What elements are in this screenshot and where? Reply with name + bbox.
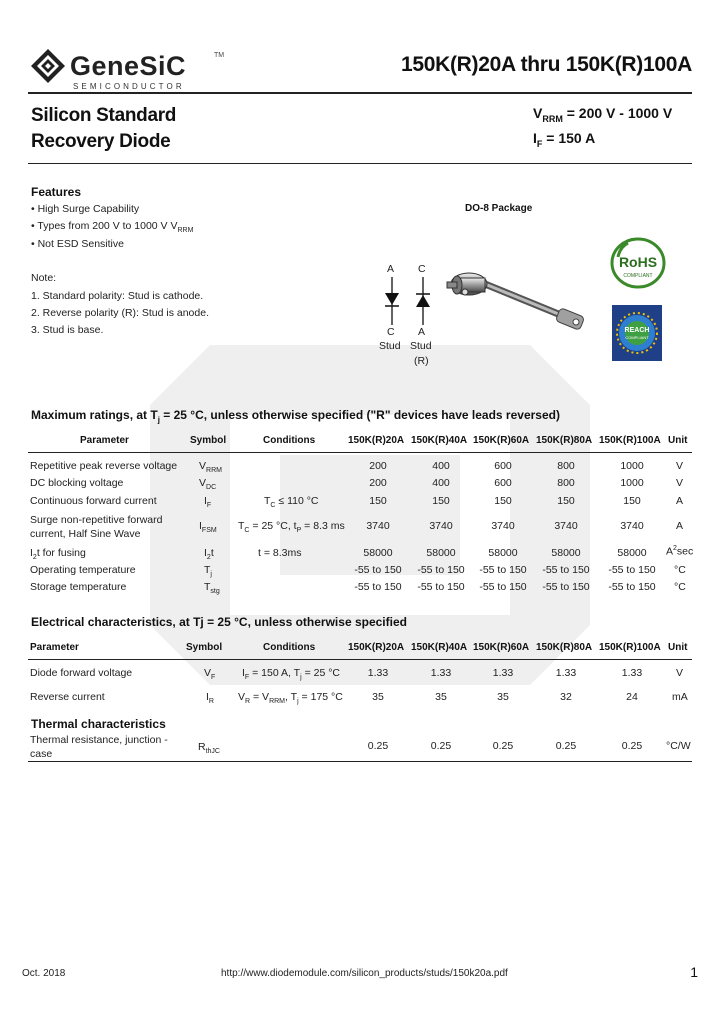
symbol2-anode-label: A <box>418 326 426 338</box>
symbol2-stud-label: Stud <box>410 340 432 352</box>
mr-value: 400 <box>432 460 450 472</box>
mr-value: 3740 <box>620 520 644 532</box>
symbol2-cathode-label: C <box>418 263 426 275</box>
mr-value: 150 <box>432 495 450 507</box>
mr-unit: °C <box>674 564 686 576</box>
mr-value: 58000 <box>426 547 456 559</box>
col-header-80a: 150K(R)80A <box>536 435 593 446</box>
col-header-60a: 150K(R)60A <box>473 435 530 446</box>
mr-param: $I_2t$ for fusing <box>30 547 86 562</box>
symbol1-anode-label: A <box>387 263 395 275</box>
watermark-logo <box>150 345 593 685</box>
mr-value: -55 to 150 <box>608 564 656 576</box>
ec-value: 35 <box>497 691 509 703</box>
mr-param: Storage temperature <box>30 581 127 593</box>
note-item: 2. Reverse polarity (R): Stud is anode. <box>31 307 209 319</box>
mr-value: -55 to 150 <box>479 564 527 576</box>
rohs-compliant-icon <box>610 237 666 289</box>
ec-unit: mA <box>672 691 688 703</box>
symbol2-reverse-label: (R) <box>414 355 429 367</box>
thermal-heading: Thermal characteristics <box>31 717 166 731</box>
mr-value: 150 <box>494 495 512 507</box>
mr-value: 1000 <box>620 477 644 489</box>
mr-unit: $A^2\sec$ <box>666 545 694 558</box>
product-name <box>31 103 176 155</box>
table-rule <box>28 452 692 453</box>
mr-symbol: $T_{stg}$ <box>204 581 220 596</box>
ec-value: 1.33 <box>492 667 514 679</box>
footer-date: Oct. 2018 <box>22 968 66 979</box>
rohs-text: RoHS <box>618 254 658 270</box>
mr-unit: A <box>676 495 684 507</box>
mr-value: -55 to 150 <box>417 564 465 576</box>
ec-param: Diode forward voltage <box>30 667 133 679</box>
mr-unit: V <box>676 477 684 489</box>
mr-value: 150 <box>369 495 387 507</box>
ec-value: 24 <box>626 691 638 703</box>
mr-value: 400 <box>432 477 450 489</box>
ec-value: 1.33 <box>430 667 452 679</box>
mr-value: -55 to 150 <box>479 581 527 593</box>
mr-value: 800 <box>557 460 575 472</box>
mr-value: 200 <box>369 460 387 472</box>
brand-subtitle: SEMICONDUCTOR <box>73 82 185 91</box>
mr-symbol: $I_{FSM}$ <box>199 520 217 535</box>
mr-unit: A <box>676 520 684 532</box>
mr-value: 150 <box>557 495 575 507</box>
mr-value: -55 to 150 <box>354 581 402 593</box>
col-header-40a: 150K(R)40A <box>411 642 468 653</box>
mr-symbol: $T_j$ <box>204 564 212 579</box>
symbol1-stud-label: Stud <box>379 340 401 352</box>
col-header-conditions: Conditions <box>263 642 316 653</box>
features-heading: Features <box>31 185 82 199</box>
mr-value: -55 to 150 <box>417 581 465 593</box>
col-header-20a: 150K(R)20A <box>348 435 405 446</box>
feature-item: • Not ESD Sensitive <box>31 238 124 250</box>
col-header-symbol: Symbol <box>186 642 223 653</box>
th-value: 0.25 <box>492 740 514 752</box>
col-header-40a: 150K(R)40A <box>411 435 468 446</box>
mr-value: 3740 <box>491 520 515 532</box>
ec-symbol: $V_F$ <box>204 667 216 682</box>
mr-value: 58000 <box>551 547 581 559</box>
note-heading: Note: <box>31 272 57 284</box>
page-number: 1 <box>690 964 698 980</box>
mr-symbol: $I_2t$ <box>204 547 214 562</box>
th-value: 0.25 <box>367 740 389 752</box>
package-label: DO-8 Package <box>465 203 533 214</box>
mr-condition: t = 8.3ms <box>258 547 302 559</box>
reach-compliant-icon <box>612 305 662 361</box>
ec-condition: $I_F = 150$ A, $T_j = 25$ °C <box>242 667 341 682</box>
mr-param: DC blocking voltage <box>30 477 124 489</box>
product-name-line1: Silicon Standard <box>31 105 177 126</box>
mr-value: -55 to 150 <box>542 564 590 576</box>
ec-value: 1.33 <box>621 667 643 679</box>
ec-value: 35 <box>435 691 447 703</box>
header-rule <box>28 92 692 94</box>
mr-param: Operating temperature <box>30 564 136 576</box>
mr-value: 150 <box>623 495 641 507</box>
diode-symbol-standard-icon <box>382 277 402 325</box>
col-header-20a: 150K(R)20A <box>348 642 405 653</box>
col-header-60a: 150K(R)60A <box>473 642 530 653</box>
mr-symbol: $V_{RRM}$ <box>199 460 222 475</box>
mr-unit: °C <box>674 581 686 593</box>
feature-item: • Types from 200 V to 1000 V $V_{RRM}$ <box>31 220 194 235</box>
max-ratings-heading: Maximum ratings, at $T_j = 25$ °C, unless otherwise specified ("R" devices have leads reversed) <box>31 408 560 425</box>
mr-symbol: $V_{DC}$ <box>199 477 217 492</box>
reach-text: REACH <box>624 327 650 334</box>
genesic-logo <box>30 48 230 92</box>
document-title: 150K(R)20A thru 150K(R)100A <box>400 53 692 76</box>
mr-param: Repetitive peak reverse voltage <box>30 460 178 472</box>
note-item: 1. Standard polarity: Stud is cathode. <box>31 290 204 302</box>
mr-value: 600 <box>494 460 512 472</box>
brand-tm: TM <box>214 52 225 59</box>
genesic-logo-mark-icon <box>30 48 66 84</box>
col-header-unit: Unit <box>668 642 688 653</box>
product-name-line2: Recovery Diode <box>31 131 171 152</box>
footer-url[interactable]: http://www.diodemodule.com/silicon_products/studs/150k20a.pdf <box>221 968 508 979</box>
ec-value: 1.33 <box>367 667 389 679</box>
mr-value: 58000 <box>488 547 518 559</box>
reach-subtext: COMPLIANT <box>625 335 649 340</box>
mr-symbol: $I_F$ <box>204 495 212 510</box>
col-header-parameter: Parameter <box>80 435 129 446</box>
mr-value: 600 <box>494 477 512 489</box>
col-header-80a: 150K(R)80A <box>536 642 593 653</box>
ec-value: 35 <box>372 691 384 703</box>
col-header-100a: 150K(R)100A <box>599 435 661 446</box>
feature-item: • High Surge Capability <box>31 203 140 215</box>
ec-param: Reverse current <box>30 691 105 703</box>
col-header-conditions: Conditions <box>263 435 316 446</box>
diode-symbol-reverse-icon <box>413 277 433 325</box>
mr-condition: $T_C \le 110$ °C <box>264 495 319 510</box>
th-symbol: $R_{thJC}$ <box>198 741 220 756</box>
th-param-line2: case <box>30 748 53 760</box>
mr-value: 3740 <box>554 520 578 532</box>
brand-name: GeneSiC <box>70 51 187 81</box>
mr-unit: V <box>676 460 684 472</box>
ec-unit: V <box>676 667 684 679</box>
th-value: 0.25 <box>621 740 643 752</box>
mr-value: 58000 <box>363 547 393 559</box>
mr-param: Surge non-repetitive forward <box>30 514 163 526</box>
spec-if: $I_F = 150$ A <box>533 130 596 149</box>
ec-symbol: $I_R$ <box>206 691 214 706</box>
col-header-unit: Unit <box>668 435 688 446</box>
mr-param: Continuous forward current <box>30 495 157 507</box>
mr-param-line2: current, Half Sine Wave <box>30 528 141 540</box>
th-param: Thermal resistance, junction - <box>30 734 168 746</box>
product-rule <box>28 163 692 164</box>
mr-value: -55 to 150 <box>608 581 656 593</box>
th-value: 0.25 <box>555 740 577 752</box>
mr-value: 3740 <box>366 520 390 532</box>
mr-value: 800 <box>557 477 575 489</box>
table-rule <box>28 761 692 762</box>
mr-value: 58000 <box>617 547 647 559</box>
ec-value: 32 <box>560 691 572 703</box>
ec-value: 1.33 <box>555 667 577 679</box>
ec-condition: $V_R = V_{RRM}$, $T_j = 175$ °C <box>238 691 343 706</box>
mr-value: 200 <box>369 477 387 489</box>
col-header-symbol: Symbol <box>190 435 227 446</box>
mr-value: 3740 <box>429 520 453 532</box>
mr-value: -55 to 150 <box>354 564 402 576</box>
symbol1-cathode-label: C <box>387 326 395 338</box>
electrical-heading: Electrical characteristics, at Tj = 25 °C, unless otherwise specified <box>31 615 407 629</box>
col-header-parameter: Parameter <box>30 642 79 653</box>
th-unit: °C/W <box>666 740 691 752</box>
mr-value: -55 to 150 <box>542 581 590 593</box>
spec-vrrm: $V_{RRM} = 200$ V - 1000 V <box>533 105 673 124</box>
mr-value: 1000 <box>620 460 644 472</box>
table-rule <box>28 659 692 660</box>
th-value: 0.25 <box>430 740 452 752</box>
mr-condition: $T_C = 25$ °C, $t_P = 8.3$ ms <box>238 520 345 535</box>
rohs-subtext: COMPLIANT <box>623 273 653 279</box>
do8-package-image <box>445 262 590 337</box>
note-item: 3. Stud is base. <box>31 324 104 336</box>
col-header-100a: 150K(R)100A <box>599 642 661 653</box>
